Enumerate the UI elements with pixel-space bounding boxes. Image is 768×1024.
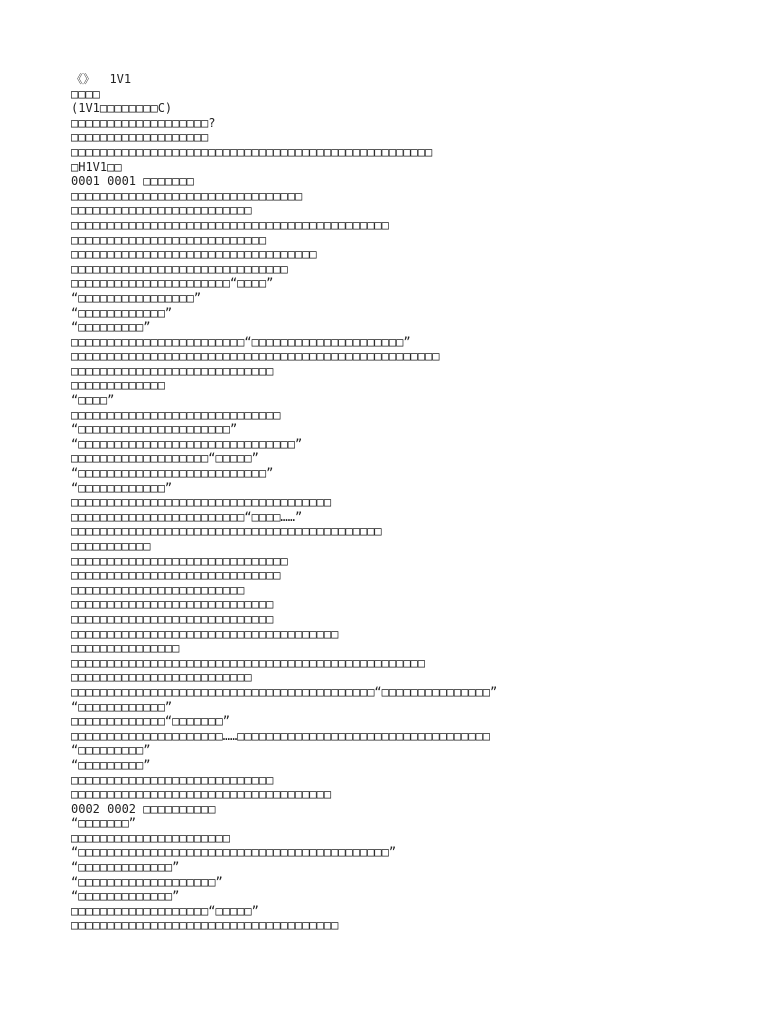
text-line: “□□□□□□□□□□□□” xyxy=(71,480,173,495)
text-line: □□□□ xyxy=(71,86,100,101)
text-line: □□□□□□□□□□□□□□□□□□□□□□□□□□□□□□□□□□□□□□□□□□□□□□□□□□ xyxy=(71,144,433,159)
text-line: “□□□□□□□□□□□□□□□□” xyxy=(71,290,202,305)
text-line: □□□□□□□□□□□□□□□□□□□□□□□□“□□□□……” xyxy=(71,509,303,524)
text-line: □□□□□□□□□□□□□□□□□□□□□□□□□□□□□□□□□□□□□ xyxy=(71,918,339,933)
text-line: □□□□□□□□□□□□□□□ xyxy=(71,641,180,656)
text-line: □□□□□□□□□□□□□□□□□□□“□□□□□” xyxy=(71,903,259,918)
text-line: □□□□□□□□□□□□□□□□□□□□□□□□□ xyxy=(71,670,252,685)
text-line: □□□□□□□□□□□□□□□□□□□□□□□□□□□□ xyxy=(71,772,274,787)
text-line: □□□□□□□□□□□□□□□□□□□□□□□□□□□□□□□□□□□□ xyxy=(71,495,332,510)
text-line: □□□□□□□□□□□□□□□□□□□□□□□□□□□□□ xyxy=(71,407,281,422)
text-line: “□□□□□□□□□□□□” xyxy=(71,699,173,714)
text-line: □□□□□□□□□□□□□□□□□□□□□□□□□□□□ xyxy=(71,597,274,612)
text-line: □□□□□□□□□□□□□□□□□□□□□□□□□□□□□ xyxy=(71,568,281,583)
text-line: “□□□□□□□□□□□□□□□□□□□” xyxy=(71,874,223,889)
text-line: □□□□□□□□□□□□□□□□□□□□□□□□□□□□□□□□□□□□□□□□□□“□□□□□□□□□□□□□□□” xyxy=(71,684,498,699)
text-line: □□□□□□□□□□□□□□□□□□□□□□□□□□□□□□□□□□□□□□□□□□□ xyxy=(71,524,382,539)
text-line: 0001 0001 □□□□□□□ xyxy=(71,174,194,189)
text-line: “□□□□□□□” xyxy=(71,816,137,831)
text-line: □□□□□□□□□□□□□□□□□□□□□□□□□□□□□□□□□□□□□ xyxy=(71,626,339,641)
text-line: □□□□□□□□□□□□□□□□□□□□□□□□□ xyxy=(71,203,252,218)
text-line: □□□□□□□□□□□□□□□□□□□□□……□□□□□□□□□□□□□□□□□□□□□□□□□□□□□□□□□□□ xyxy=(71,728,491,743)
text-line: “□□□□□□□□□□□□□” xyxy=(71,860,180,875)
document-title: 《》 1V1 xyxy=(71,72,132,86)
text-line: □□□□□□□□□□□□□□□□□□□□□□□□□□□□□□□□ xyxy=(71,188,303,203)
text-line: “□□□□□□□□□□□□□□□□□□□□□□□□□□□□□□□□□□□□□□□□□□□” xyxy=(71,845,397,860)
text-line: □H1V1□□ xyxy=(71,159,122,174)
text-line: □□□□□□□□□□□ xyxy=(71,539,151,553)
text-line: □□□□□□□□□□□□□□□□□□□□□□□□ xyxy=(71,582,245,597)
text-line: □□□□□□□□□□□□□□□□□□□□□□□□□□□□□□□□□□□□□□□□□□□□ xyxy=(71,217,389,232)
text-line: (1V1□□□□□□□□C) xyxy=(71,101,173,116)
document-page xyxy=(71,72,760,933)
text-line: □□□□□□□□□□□□□ xyxy=(71,378,165,393)
text-line: □□□□□□□□□□□□□□□□□□□? xyxy=(71,115,216,130)
text-line: □□□□□□□□□□□□□□□□□□□□□□□□□□□□□□□□□□□□ xyxy=(71,787,332,802)
text-line: □□□□□□□□□□□□□□□□□□□□□□□□□□□□ xyxy=(71,611,274,626)
text-line: □□□□□□□□□□□□□□□□□□□□□□□□□□□□□□□□□□ xyxy=(71,247,317,262)
text-line: □□□□□□□□□□□□□□□□□□□ xyxy=(71,130,209,145)
text-line: “□□□□□□□□□□□□□□□□□□□□□□□□□□□□□□” xyxy=(71,436,303,451)
text-line: □□□□□□□□□□□□□□□□□□□□□□□□□□□□ xyxy=(71,363,274,378)
text-line: “□□□□□□□□□□□□□” xyxy=(71,889,180,904)
text-line: “□□□□□□□□□” xyxy=(71,320,151,335)
text-line: □□□□□□□□□□□□□□□□□□□□□□□□□□□□□□□□□□□□□□□□□□□□□□□□□ xyxy=(71,655,426,670)
text-line: □□□□□□□□□□□□□□□□□□□□□□“□□□□” xyxy=(71,276,274,291)
text-line: □□□□□□□□□□□□□“□□□□□□□” xyxy=(71,714,230,729)
text-line: □□□□□□□□□□□□□□□□□□□□□□□□□□□ xyxy=(71,232,267,247)
text-line: 0002 0002 □□□□□□□□□□ xyxy=(71,801,216,816)
text-line: □□□□□□□□□□□□□□□□□□□□□□□□□□□□□□ xyxy=(71,553,288,568)
text-line: □□□□□□□□□□□□□□□□□□□□□□ xyxy=(71,830,230,845)
text-line: □□□□□□□□□□□□□□□□□□□□□□□□“□□□□□□□□□□□□□□□□□□□□□” xyxy=(71,334,411,349)
text-line: □□□□□□□□□□□□□□□□□□□□□□□□□□□□□□□□□□□□□□□□□□□□□□□□□□□ xyxy=(71,349,440,364)
text-line: □□□□□□□□□□□□□□□□□□□“□□□□□” xyxy=(71,451,259,466)
text-line: “□□□□□□□□□” xyxy=(71,743,151,758)
text-line: “□□□□□□□□□□□□□□□□□□□□□” xyxy=(71,422,238,437)
text-line: “□□□□□□□□□□□□” xyxy=(71,305,173,320)
text-line: “□□□□□□□□□□□□□□□□□□□□□□□□□□” xyxy=(71,466,274,481)
text-line: “□□□□” xyxy=(71,393,115,408)
text-line: □□□□□□□□□□□□□□□□□□□□□□□□□□□□□□ xyxy=(71,261,288,276)
text-line: “□□□□□□□□□” xyxy=(71,757,151,772)
